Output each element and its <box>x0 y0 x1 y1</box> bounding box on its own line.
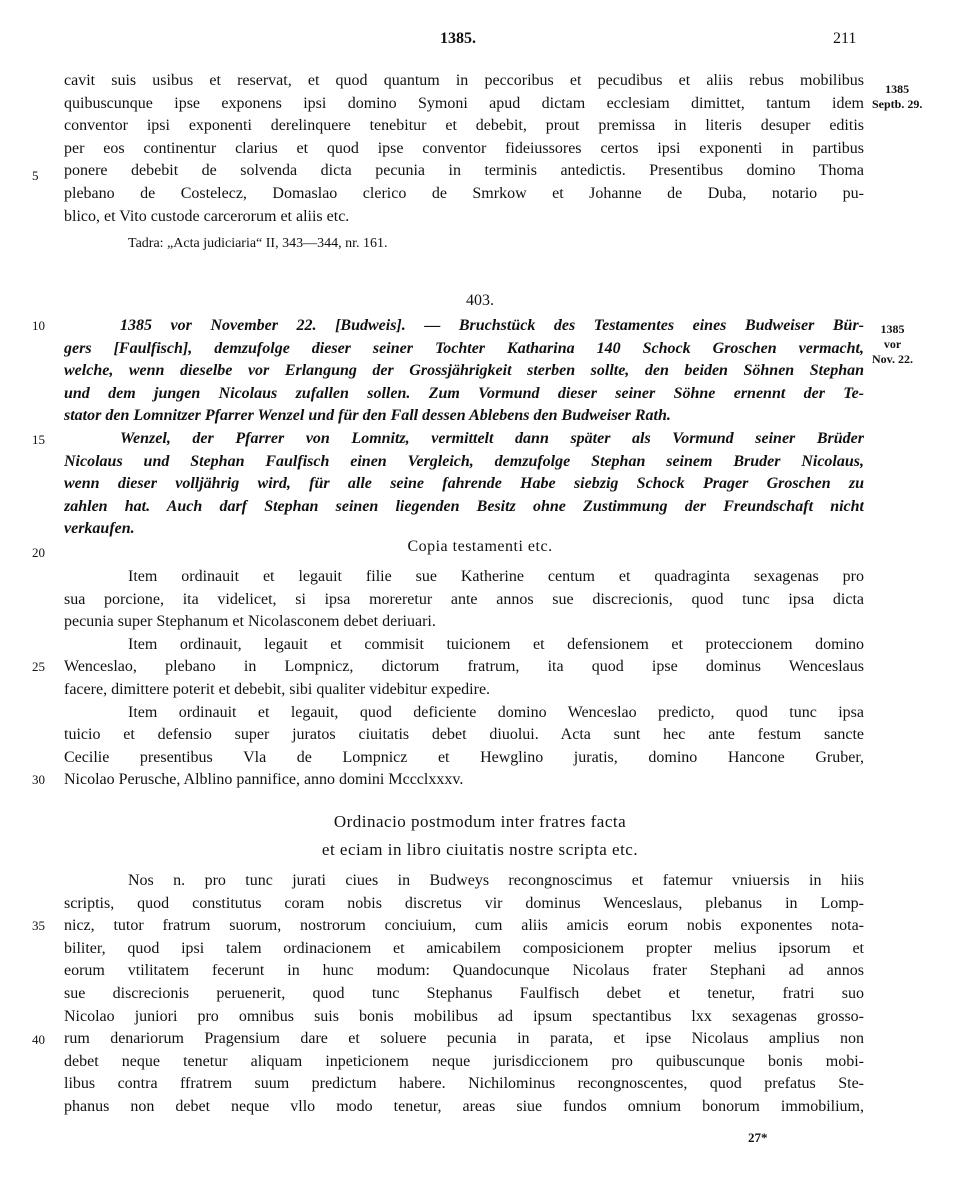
signature-mark: 27* <box>748 1130 768 1145</box>
line-number: 40 <box>32 1032 45 1047</box>
ordinacio-heading-line-2: et eciam in libro ciuitatis nostre scripta etc. <box>321 840 639 859</box>
line-number: 5 <box>32 168 39 183</box>
text-line: ponere debebit de solvenda dicta pecunia in terminis antedictis. Presentibus domino Thoma <box>64 162 864 180</box>
copia-heading: Copia testamenti etc. <box>407 538 553 555</box>
text-line: Item ordinauit et legauit, quod deficiente domino Wenceslao predicto, quod tunc ipsa <box>128 703 864 721</box>
text-line: rum denariorum Pragensium dare et soluere pecunia in parata, et ipse Nicolaus amplius non <box>64 1030 864 1048</box>
text-line: Nicolao Perusche, Alblino pannifice, anno domini Mccclxxxv. <box>64 771 464 789</box>
ordinacio-block <box>64 870 864 1119</box>
margin-note-year: 1385 <box>885 82 910 96</box>
text-line: blico, et Vito custode carcerorum et aliis etc. <box>64 207 350 225</box>
regest-line: zahlen hat. Auch darf Stephan seinen liegenden Besitz ohne Zustimmung der Freundschaft nicht <box>64 497 864 515</box>
text-line: pecunia super Stephanum et Nicolasconem debet deriuari. <box>64 613 436 631</box>
text-line: facere, dimittere poterit et debebit, sibi qualiter videbitur expedire. <box>64 680 491 698</box>
text-line: debet neque tenetur aliquam inpeticionem neque jurisdiccionem pro quibuscunque bonis mobi- <box>64 1052 864 1070</box>
line-number: 30 <box>32 772 45 787</box>
text-line: quibuscunque ipse exponens ipsi domino Symoni apud dictam ecclesiam dimittet, tantum idem <box>64 94 864 112</box>
text-line: Item ordinauit et legauit filie sue Katherine centum et quadraginta sexagenas pro <box>128 568 864 585</box>
text-line: eorum vtilitatem fecerunt in hunc modum: Quandocunque Nicolaus frater Stephani ad annos <box>64 962 864 980</box>
ordinacio-heading-line-1: Ordinacio postmodum inter fratres facta <box>333 812 627 831</box>
text-line: Nicolao juniori pro omnibus suis bonis mobilibus ad ipsum spectantibus lxx sexagenas grosso- <box>64 1007 864 1025</box>
margin-note-date: Nov. 22. <box>872 352 914 366</box>
regest-line: wenn dieser volljährig wird, für alle seine fahrende Habe siebzig Schock Prager Groschen zu <box>64 475 864 493</box>
text-line: phanus non debet neque vllo modo tenetur, areas siue fundos omnium bonorum immobilium, <box>64 1097 864 1115</box>
regest-line: Wenzel, der Pfarrer von Lomnitz, vermittelt dann später als Vormund seiner Brüder <box>120 429 864 447</box>
source-citation: Tadra: „Acta judiciaria“ II, 343—344, nr. 161. <box>128 236 388 251</box>
margin-note-year: 1385 <box>880 322 905 336</box>
regest-line: verkaufen. <box>64 520 135 538</box>
regest-line: und dem jungen Nicolaus zufallen sollen. Zum Vormund dieser seiner Söhne ernennt der Te- <box>64 384 864 402</box>
regest-line: 1385 vor November 22. [Budweis]. — Bruchstück des Testamentes eines Budweiser Bür- <box>120 317 864 334</box>
regest-block <box>64 315 864 541</box>
line-number: 10 <box>32 318 45 333</box>
text-line: sue discrecionis peruenerit, quod tunc Stephanus Faulfisch debet et tenetur, fratri suo <box>64 984 864 1002</box>
margin-note-date: Septb. 29. <box>872 97 923 111</box>
line-number: 25 <box>32 659 45 674</box>
text-line: biliter, quod ipsi talem ordinacionem et amicabilem composicionem propter melius ipsorum et <box>64 939 864 957</box>
text-line: Nos n. pro tunc jurati ciues in Budweys recongnoscimus et fatemur vniuersis in hiis <box>128 872 864 889</box>
page-number: 211 <box>833 30 857 47</box>
margin-note-vor: vor <box>883 337 902 351</box>
document-number: 403. <box>466 292 494 309</box>
line-number: 20 <box>32 545 45 560</box>
regest-line: welche, wenn dieselbe vor Erlangung der Grossjährigkeit sterben sollte, den beiden Söhnen Stephan <box>64 362 864 380</box>
text-line: nicz, tutor fratrum suorum, nostrorum conciuium, cum aliis amicis eorum nobis exponentes nota- <box>64 917 864 935</box>
running-head-year: 1385. <box>440 30 476 47</box>
regest-line: stator den Lomnitzer Pfarrer Wenzel und für den Fall dessen Ablebens den Budweiser Rath. <box>64 407 671 425</box>
text-line: conventor ipsi exponenti derelinquere tenebitur et debebit, prout premissa in literis desuper editis <box>64 117 864 135</box>
text-line: cavit suis usibus et reservat, et quod quantum in peccoribus et pecudibus et aliis rebus mobilibus <box>64 72 864 89</box>
margin-date-note-2 <box>872 322 913 367</box>
continued-text-block <box>64 70 864 228</box>
text-line: Wenceslao, plebano in Lompnicz, dictorum fratrum, ita quod ipse dominus Wenceslaus <box>64 658 864 676</box>
line-number: 35 <box>32 918 45 933</box>
margin-date-note-1 <box>872 82 922 112</box>
line-number: 15 <box>32 432 45 447</box>
text-line: plebano de Costelecz, Domaslao clerico de Smrkow et Johanne de Duba, notario pu- <box>64 184 864 202</box>
text-line: Cecilie presentibus Vla de Lompnicz et Hewglino juratis, domino Hancone Gruber, <box>64 748 864 766</box>
text-line: sua porcione, ita videlicet, si ipsa moreretur ante annos sue discrecionis, quod tunc ipsa dicta <box>64 590 864 608</box>
testament-block <box>64 566 864 792</box>
text-line: scriptis, quod constitutus coram nobis discretus vir dominus Wenceslaus, plebanus in Lomp- <box>64 894 864 912</box>
regest-line: gers [Faulfisch], demzufolge dieser seiner Tochter Katharina 140 Schock Groschen vermacht, <box>64 339 864 357</box>
text-line: per eos continentur clarius et quod ipse conventor fideiussores certos ipsi exponenti in partibus <box>64 139 864 157</box>
text-line: libus contra ffratrem suum predictum habere. Nichilominus recongnoscentes, quod prefatus Ste- <box>64 1075 864 1093</box>
regest-line: Nicolaus und Stephan Faulfisch einen Vergleich, demzufolge Stephan seinem Bruder Nicolaus, <box>64 452 864 470</box>
text-line: tuicio et defensio super juratos ciuitatis debet diuolui. Acta sunt hec ante festum sancte <box>64 726 864 744</box>
text-line: Item ordinauit, legauit et commisit tuicionem et defensionem et proteccionem domino <box>128 635 864 653</box>
